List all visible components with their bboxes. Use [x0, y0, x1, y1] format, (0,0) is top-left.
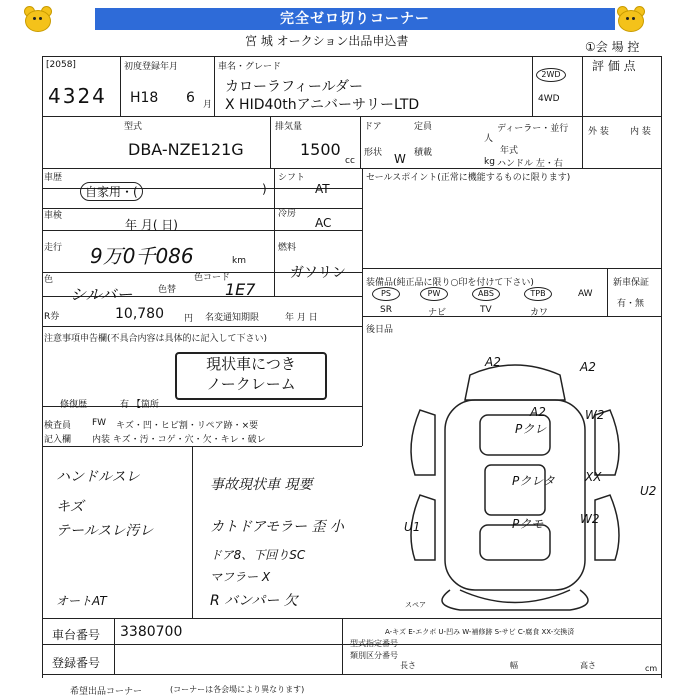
- disp-label: 排気量: [275, 122, 303, 132]
- history-label: 車歴: [44, 173, 63, 183]
- equip-navi: ナビ: [428, 308, 447, 318]
- damage-a2-hood: A2: [530, 405, 546, 419]
- tax-unit: 円: [184, 314, 194, 324]
- equip-tv: TV: [480, 305, 492, 315]
- note-tail-wear: テールスレ汚レ: [56, 523, 154, 539]
- mileage-label: 走行: [44, 243, 63, 253]
- equip-carb: カワ: [530, 308, 549, 318]
- drive-4wd: 4WD: [538, 94, 560, 104]
- model-code: DBA-NZE121G: [128, 140, 244, 159]
- note-door-mirror: カトドアモラー 歪 小: [210, 519, 344, 535]
- inspect-value: 年 月( 日): [125, 218, 178, 232]
- dealer-label: ディーラー・並行: [497, 124, 569, 134]
- banner-title: 完全ゼロ切りコーナー: [95, 8, 615, 30]
- inspector-fw: FW: [92, 418, 107, 428]
- chassis-number: 3380700: [120, 624, 183, 640]
- history-value: 自家用・(: [80, 182, 143, 201]
- note-auto-at: オートAT: [56, 594, 107, 608]
- equip-abs: ABS: [472, 287, 500, 301]
- equip-tpb: TPB: [524, 287, 552, 301]
- length-label: 長さ: [400, 661, 416, 670]
- car-name: カローラフィールダー: [225, 79, 364, 95]
- note-rear-bumper: R バンパー 欠: [210, 593, 298, 609]
- warranty-value: 有・無: [617, 299, 645, 309]
- stamp-as-is: [175, 352, 327, 400]
- ac-label: 冷房: [278, 209, 297, 219]
- damage-p-trunk: Pクモ: [512, 517, 544, 531]
- damage-a2-top: A2: [485, 355, 501, 369]
- damage-w2-rear: W2: [580, 512, 600, 526]
- wish-corner-label: 希望出品コーナー: [70, 687, 143, 697]
- category-number-label: 類別区分番号: [350, 651, 398, 660]
- note-muffler: マフラー X: [210, 570, 271, 584]
- tax-label: R券: [44, 312, 60, 322]
- stamp-line-2: ノークレーム: [206, 375, 296, 393]
- notes-title: 注意事項申告欄(不具合内容は具体的に記入して下さい): [44, 334, 268, 344]
- color-value: シルバー: [70, 285, 133, 304]
- color-label: 色: [44, 275, 54, 285]
- repair-value: 有 【箇所: [120, 400, 159, 410]
- load-unit: kg: [484, 157, 495, 167]
- drive-2wd: 2WD: [536, 68, 566, 82]
- height-label: 高さ: [580, 661, 596, 670]
- disp-unit: cc: [345, 156, 355, 166]
- inspect-label: 車検: [44, 211, 63, 221]
- interior-label: 内 装: [630, 127, 651, 137]
- fuel-value: ガソリン: [290, 265, 346, 281]
- damage-xx: XX: [585, 470, 602, 484]
- sales-title: セールスポイント(正常に機能するものに限ります): [366, 173, 571, 183]
- damage-p-hood: Pクレ: [515, 422, 547, 436]
- exterior-label: 外 装: [588, 127, 609, 137]
- damage-u2: U2: [640, 484, 657, 498]
- year-label: 年式: [500, 146, 519, 156]
- reg-month: 6: [186, 90, 195, 106]
- equip-ps: PS: [372, 287, 400, 301]
- stamp-line-1: 現状車につき: [206, 355, 296, 373]
- capacity-unit: 人: [484, 134, 494, 144]
- door-label: ドア: [364, 122, 382, 132]
- warranty-label: 新車保証: [613, 278, 650, 288]
- damage-w2-front: W2: [585, 408, 605, 422]
- form-number-label: 型式指定番号: [350, 639, 398, 648]
- first-reg-label: 初度登録年月: [124, 62, 179, 72]
- equip-title: 装備品(純正品に限り○印を付けて下さい): [366, 278, 534, 288]
- fuel-label: 燃料: [278, 243, 297, 253]
- inspector-items-2: 内装 キズ・汚・コゲ・穴・欠・キレ・破レ: [92, 435, 266, 445]
- colorcode-value: 1E7: [225, 280, 256, 299]
- capacity-label: 定員: [414, 122, 433, 132]
- ds-label: 後日品: [366, 325, 394, 335]
- shape-label: 形状: [364, 148, 383, 158]
- venue-copy: ①会 場 控: [585, 40, 640, 54]
- damage-p-roof: Pクレタ: [512, 474, 555, 488]
- diagram-legend: A-キズ E-エクボ U-凹み W-補修跡 S-サビ C-腐食 XX-交換済: [385, 628, 575, 636]
- model-label: 型式: [124, 122, 143, 132]
- reg-month-unit: 月: [203, 100, 213, 110]
- eval-label: 評 価 点: [592, 59, 636, 73]
- equip-aw: AW: [578, 289, 593, 299]
- shift-value: AT: [315, 182, 330, 196]
- handle-label: ハンドル 左・右: [497, 159, 563, 169]
- inspector-label-1: 検査員: [44, 421, 72, 431]
- equip-pw: PW: [420, 287, 448, 301]
- mileage-unit: km: [232, 256, 246, 266]
- name-label: 車名・グレード: [218, 62, 282, 72]
- history-close: ): [262, 182, 267, 196]
- mileage-value: 9万0千086: [90, 244, 194, 268]
- damage-u1-left: U1: [404, 520, 421, 534]
- load-label: 積載: [414, 148, 433, 158]
- shift-label: シフト: [278, 173, 306, 183]
- notice-value: 年 月 日: [285, 313, 318, 323]
- reg-number-label: 登録番号: [52, 656, 101, 670]
- bear-mascot-left-icon: [22, 4, 52, 34]
- ac-value: AC: [315, 216, 332, 230]
- repair-label: 修復歴: [60, 400, 88, 410]
- shape-value: W: [394, 152, 406, 166]
- car-grade: X HID40thアニバーサリーLTD: [225, 97, 420, 113]
- note-underbody: ドア8、下回りSC: [210, 548, 306, 562]
- note-handle-wear: ハンドルスレ: [56, 469, 140, 485]
- width-label: 幅: [510, 661, 518, 670]
- colorchange-label: 色替: [158, 285, 177, 295]
- ref-number: [2058]: [46, 60, 76, 70]
- colorcode-label: 色コード: [194, 273, 231, 283]
- note-scratch: キズ: [56, 499, 84, 515]
- tax-value: 10,780: [115, 306, 164, 322]
- displacement: 1500: [300, 140, 341, 159]
- reg-era: H18: [130, 90, 159, 106]
- notice-label: 名変通知期限: [205, 313, 260, 323]
- equip-sr: SR: [380, 305, 392, 315]
- inspector-items-1: キズ・凹・ヒビ割・リペア跡・×要: [116, 421, 259, 431]
- diagram-spare: スペア: [405, 601, 426, 609]
- damage-a2-right: A2: [580, 360, 596, 374]
- wish-corner-note: (コーナーは各会場により異なります): [170, 685, 305, 694]
- lot-number: 4324: [48, 84, 107, 108]
- note-accident: 事故現状車 現要: [210, 477, 313, 493]
- auction-header: 宮 城 オークション出品申込書: [245, 34, 409, 48]
- chassis-label: 車台番号: [52, 628, 101, 642]
- inspector-label-2: 記入欄: [44, 435, 72, 445]
- bear-mascot-right-icon: [615, 4, 645, 34]
- dimension-unit: cm: [645, 664, 658, 673]
